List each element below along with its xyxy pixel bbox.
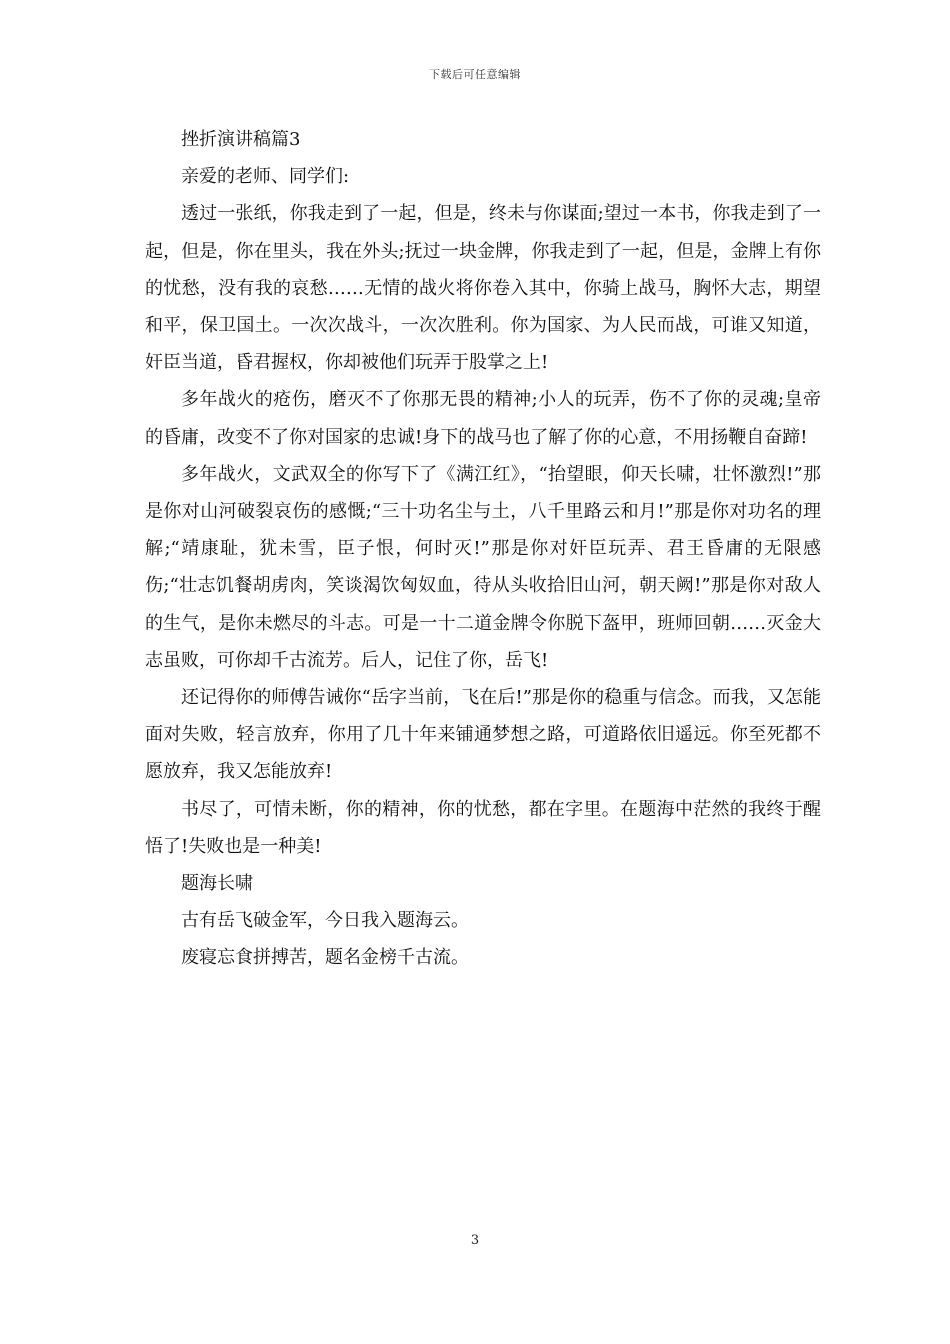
page-number: 3 <box>470 1233 480 1248</box>
poem-line: 古有岳飞破金军，今日我入题海云。 <box>181 910 469 932</box>
greeting: 亲爱的老师、同学们: <box>181 166 350 188</box>
document-body <box>145 121 821 977</box>
paragraph: 书尽了，可情未断，你的精神，你的忧愁，都在字里。在题海中茫然的我终于醒悟了!失败也是一种美! <box>145 798 821 857</box>
paragraph: 多年战火，文武双全的你写下了《满江红》，“抬望眼，仰天长啸，壮怀激烈!”那是你对山河破裂哀伤的感慨;“三十功名尘与土，八千里路云和月!”那是你对功名的理解;“靖康耻，犹未雪，臣子恨，何时灭!”那是你对奸臣玩弄、君王昏庸的无限感伤;“壮志饥餐胡虏肉，笑谈渴饮匈奴血，待从头收拾旧山河，朝天阙!”那是你对敌人的生气，是你未燃尽的斗志。可是一十二道金牌令你脱下盔甲，班师回朝……灭金大志虽败，可你却千古流芳。后人，记住了你，岳飞! <box>145 463 821 671</box>
document-title: 挫折演讲稿篇3 <box>181 129 301 150</box>
paragraph: 还记得你的师傅告诫你“岳字当前，飞在后!”那是你的稳重与信念。而我，又怎能面对失败，轻言放弃，你用了几十年来铺通梦想之路，可道路依旧遥远。你至死都不愿放弃，我又怎能放弃! <box>145 687 821 783</box>
poem-title: 题海长啸 <box>181 873 253 895</box>
poem-line: 废寝忘食拼搏苦，题名金榜千古流。 <box>181 947 469 969</box>
page-header: 下载后可任意编辑 <box>429 68 521 81</box>
paragraph: 多年战火的疮伤，磨灭不了你那无畏的精神;小人的玩弄，伤不了你的灵魂;皇帝的昏庸，改变不了你对国家的忠诚!身下的战马也了解了你的心意，不用扬鞭自奋蹄! <box>145 389 821 448</box>
paragraph: 透过一张纸，你我走到了一起，但是，终未与你谋面;望过一本书，你我走到了一起，但是，你在里头，我在外头;抚过一块金牌，你我走到了一起，但是，金牌上有你的忧愁，没有我的哀愁……无情的战火将你卷入其中，你骑上战马，胸怀大志，期望和平，保卫国土。一次次战斗，一次次胜利。你为国家、为人民而战，可谁又知道，奸臣当道，昏君握权，你却被他们玩弄于股掌之上! <box>145 203 821 374</box>
